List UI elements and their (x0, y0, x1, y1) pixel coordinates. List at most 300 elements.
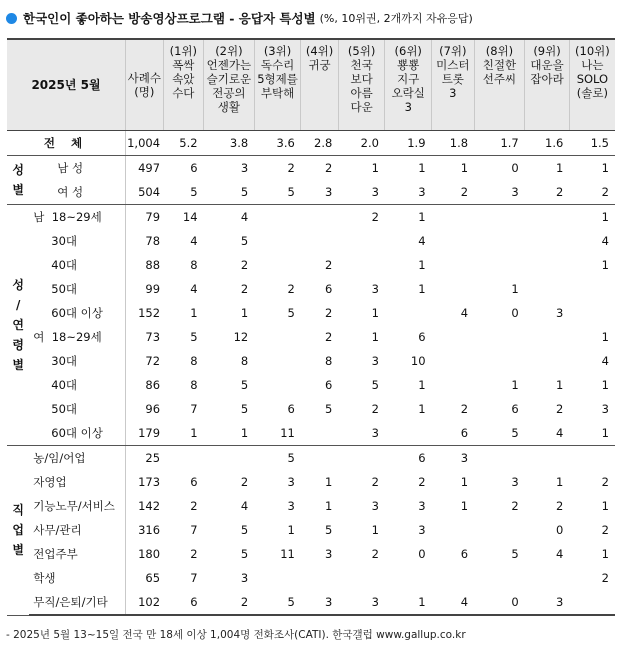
row-value: 5 (474, 421, 525, 446)
program-header-4 (301, 39, 338, 131)
row-value: 4 (601, 354, 609, 368)
row-sample-size: 73 (126, 325, 163, 349)
program-name-line: 3 (449, 86, 457, 100)
program-name-line: 속았 (172, 72, 195, 86)
program-header-6 (385, 39, 432, 131)
program-name-line: 전공의 (212, 86, 246, 100)
row-value (338, 566, 385, 590)
row-label: 60대 이상 (29, 421, 125, 446)
table-row (7, 277, 615, 301)
row-value: 2 (569, 180, 615, 205)
row-label: 50대 (51, 402, 78, 416)
row-value (338, 229, 385, 253)
row-value: 1 (371, 523, 379, 537)
row-value: 11 (254, 421, 301, 446)
row-value: 5 (240, 402, 249, 416)
program-header-9 (525, 39, 570, 131)
row-sample-size: 152 (126, 301, 163, 325)
row-label: 40대 (51, 378, 78, 392)
row-value: 2 (287, 161, 295, 175)
row-value: 3 (460, 451, 469, 465)
group-label-char: 연 (12, 318, 24, 332)
row-value: 1 (601, 161, 609, 175)
row-label: 40대 (51, 258, 78, 272)
footnote: - 2025년 5월 13~15일 전국 만 18세 이상 1,004명 전화조사(CATI). 한국갤럽 www.gallup.co.kr (6, 629, 466, 641)
row-label: 여 성 (29, 180, 125, 205)
row-value (432, 229, 475, 253)
row-value (432, 566, 475, 590)
row-value: 3 (418, 499, 426, 513)
table-row (7, 349, 615, 373)
row-value (569, 590, 615, 615)
row-value: 1 (240, 306, 249, 320)
row-sample-size: 78 (126, 229, 163, 253)
row-value: 2 (371, 402, 379, 416)
group-label-char: 업 (12, 523, 24, 538)
row-value: 6 (432, 421, 475, 446)
program-name-line: 지구 (397, 72, 420, 86)
row-value: 5 (240, 378, 249, 392)
row-value: 2 (190, 499, 198, 513)
row-value: 1 (569, 421, 615, 446)
row-value: 1 (601, 330, 609, 344)
row-sample-size: 497 (126, 156, 163, 181)
period-header: 2025년 5월 (7, 39, 126, 131)
row-value: 5 (190, 330, 198, 344)
row-value: 1 (324, 499, 333, 513)
row-value (254, 566, 301, 590)
row-value: 10 (410, 354, 426, 368)
program-name-line: 슬기로운 (206, 72, 252, 86)
program-name-line: 언젠가는 (206, 58, 252, 72)
row-value: 5 (240, 234, 249, 248)
row-value: 2 (324, 306, 333, 320)
row-value: 3 (511, 475, 519, 489)
group-label (7, 156, 29, 205)
row-value: 3 (525, 590, 570, 615)
row-value: 1 (287, 523, 295, 537)
row-value: 1 (460, 475, 469, 489)
program-name-line: 독수리 (260, 58, 295, 72)
row-value: 2 (511, 499, 519, 513)
program-name-line: 천국 (350, 58, 373, 72)
program-rank: (6위) (394, 44, 422, 58)
row-value: 2 (240, 258, 249, 272)
row-value (338, 446, 385, 471)
row-value: 4 (460, 306, 469, 320)
row-value: 1 (460, 499, 469, 513)
row-value (525, 325, 570, 349)
row-label: 사무/관리 (33, 523, 82, 537)
row-value (301, 421, 338, 446)
row-label: 농/임/어업 (33, 451, 86, 465)
row-value (525, 446, 570, 471)
row-value: 4 (190, 234, 198, 248)
row-value (474, 325, 525, 349)
program-name-line: 미스터 (436, 58, 470, 72)
row-value: 6 (511, 402, 519, 416)
row-value: 2 (525, 180, 570, 205)
program-rank: (8위) (485, 44, 514, 58)
row-value: 1 (601, 547, 609, 561)
row-value: 3 (240, 161, 249, 175)
row-value: 2 (324, 161, 333, 175)
program-name-line: 수다 (172, 86, 195, 100)
program-name-line: 보다 (350, 72, 373, 86)
group-label (7, 205, 29, 446)
row-value (432, 373, 475, 397)
row-value: 0 (511, 306, 519, 320)
group-label-char: 별 (12, 183, 24, 197)
page-title (6, 6, 473, 30)
program-name-line: 선주씨 (482, 72, 517, 86)
row-label: 50대 (51, 282, 78, 296)
row-value: 3 (338, 180, 385, 205)
row-value: 5 (324, 523, 333, 537)
row-sample-size: 96 (126, 397, 163, 421)
row-value: 4 (240, 499, 249, 513)
program-name-line: 친절한 (482, 58, 517, 72)
program-name-line: 5형제를 (257, 72, 298, 86)
row-value (204, 446, 255, 471)
table-row (7, 566, 615, 590)
header-row (7, 39, 615, 131)
row-value: 2 (418, 475, 426, 489)
row-value (301, 446, 338, 471)
row-value: 6 (190, 161, 198, 175)
sample-label-2: (명) (134, 85, 155, 99)
program-rank: (5위) (347, 44, 376, 58)
row-value: 1 (460, 161, 469, 175)
total-row (7, 131, 615, 156)
row-label: 30대 (51, 354, 78, 368)
program-name-line: 부탁해 (260, 86, 295, 100)
row-value: 8 (190, 258, 198, 272)
row-value (474, 229, 525, 253)
row-sample-size: 173 (126, 470, 163, 494)
row-value (254, 253, 301, 277)
row-value: 0 (474, 590, 525, 615)
row-value: 1 (371, 306, 379, 320)
row-value (525, 253, 570, 277)
row-value: 1 (371, 330, 379, 344)
row-value: 8 (190, 354, 198, 368)
row-value: 1 (204, 421, 255, 446)
row-value: 3 (371, 499, 379, 513)
program-rank: (2위) (215, 44, 243, 58)
row-value: 2 (371, 547, 379, 561)
row-value: 2 (204, 590, 255, 615)
program-name-line: 3 (404, 100, 412, 114)
row-value (474, 446, 525, 471)
row-value: 3 (474, 180, 525, 205)
group-label-char: / (15, 298, 21, 312)
row-value (338, 253, 385, 277)
row-value (525, 229, 570, 253)
row-value (525, 277, 570, 301)
row-value: 1 (601, 258, 609, 272)
row-value: 4 (418, 234, 426, 248)
program-header-5 (338, 39, 385, 131)
row-value: 3 (371, 354, 379, 368)
total-label: 전 체 (7, 131, 126, 156)
row-value (385, 301, 432, 325)
row-value: 8 (324, 354, 333, 368)
row-label: 학생 (33, 571, 56, 585)
total-sample-size: 1,004 (126, 131, 163, 156)
table-row (7, 156, 615, 181)
row-value: 2 (240, 282, 249, 296)
row-value: 6 (418, 330, 426, 344)
program-name-line: 귀궁 (308, 58, 331, 72)
row-value: 4 (432, 590, 475, 615)
row-value: 0 (555, 523, 564, 537)
row-value: 2 (324, 330, 333, 344)
row-value (569, 301, 615, 325)
row-value (474, 205, 525, 230)
row-value: 14 (182, 210, 198, 224)
row-value: 5 (324, 402, 333, 416)
row-value: 4 (601, 234, 609, 248)
row-value: 4 (190, 282, 198, 296)
row-value: 1 (511, 378, 519, 392)
program-name-line: 나는 (581, 58, 604, 72)
row-value (432, 349, 475, 373)
row-value (254, 325, 301, 349)
row-value: 2 (432, 180, 475, 205)
row-value: 1 (555, 475, 564, 489)
row-value (432, 518, 475, 542)
row-value: 1 (324, 475, 333, 489)
total-value: 1.9 (385, 131, 432, 156)
total-value: 1.7 (474, 131, 525, 156)
program-name-line: 생활 (217, 100, 240, 114)
row-value: 8 (240, 354, 249, 368)
row-value: 2 (190, 547, 198, 561)
row-value: 5 (204, 180, 255, 205)
row-sample-size: 99 (126, 277, 163, 301)
row-value: 1 (385, 590, 432, 615)
row-value: 3 (287, 499, 295, 513)
row-value: 3 (385, 180, 432, 205)
program-rank: (4위) (305, 44, 334, 58)
row-value: 2 (324, 258, 333, 272)
row-value: 1 (418, 282, 426, 296)
table-row (7, 518, 615, 542)
row-value (525, 349, 570, 373)
group-label-char: 령 (12, 338, 24, 352)
group-label-char: 별 (12, 358, 24, 372)
table-row (7, 205, 615, 230)
row-value: 4 (525, 421, 570, 446)
row-sample-size: 180 (126, 542, 163, 566)
table-row (7, 397, 615, 421)
row-value: 1 (418, 258, 426, 272)
row-value: 5 (287, 306, 295, 320)
total-value: 3.6 (254, 131, 301, 156)
row-value: 1 (601, 499, 609, 513)
row-value: 2 (601, 571, 609, 585)
row-value (254, 205, 301, 230)
row-value: 5 (240, 547, 249, 561)
row-value (474, 349, 525, 373)
row-value: 3 (287, 475, 295, 489)
row-sample-size: 72 (126, 349, 163, 373)
row-value (474, 566, 525, 590)
row-value (432, 205, 475, 230)
row-value (301, 205, 338, 230)
row-value: 3 (601, 402, 609, 416)
group-label-char: 성 (12, 278, 24, 292)
row-value: 2 (601, 523, 609, 537)
row-value: 3 (338, 421, 385, 446)
row-value (432, 277, 475, 301)
program-name-line: 아름 (350, 86, 373, 100)
table-row (7, 373, 615, 397)
row-label: 무직/은퇴/기타 (29, 590, 125, 615)
row-sample-size: 25 (126, 446, 163, 471)
row-value: 3 (418, 523, 426, 537)
row-value (385, 566, 432, 590)
row-label: 남 18~29세 (33, 210, 102, 224)
table-row (7, 542, 615, 566)
row-label: 30대 (51, 234, 78, 248)
row-value (525, 566, 570, 590)
row-label: 60대 이상 (51, 306, 103, 320)
row-value: 0 (511, 161, 519, 175)
row-sample-size: 86 (126, 373, 163, 397)
program-name-line: 대운을 (530, 58, 564, 72)
row-value: 4 (240, 210, 249, 224)
row-value: 3 (240, 571, 249, 585)
row-value: 6 (418, 451, 426, 465)
program-name-line: 잡아라 (530, 72, 564, 86)
row-value (474, 518, 525, 542)
row-value: 1 (418, 402, 426, 416)
row-value (525, 205, 570, 230)
row-value (432, 325, 475, 349)
row-value: 7 (190, 523, 198, 537)
row-value (163, 446, 204, 471)
row-sample-size: 142 (126, 494, 163, 518)
row-sample-size: 504 (126, 180, 163, 205)
table-row (7, 253, 615, 277)
row-value: 5 (254, 180, 301, 205)
row-value: 1 (555, 378, 564, 392)
row-value: 1 (418, 378, 426, 392)
row-label: 자영업 (33, 475, 67, 489)
program-name-line: 트롯 (441, 72, 464, 86)
row-value: 2 (555, 402, 564, 416)
program-rank: (10위) (575, 44, 610, 58)
row-value: 6 (163, 590, 204, 615)
row-sample-size: 179 (126, 421, 163, 446)
row-value: 1 (511, 282, 519, 296)
table-row (7, 590, 615, 615)
row-value: 1 (418, 161, 426, 175)
program-header-7 (432, 39, 475, 131)
row-value: 6 (287, 402, 295, 416)
row-value: 2 (240, 475, 249, 489)
row-value: 2 (371, 210, 379, 224)
group-label-char: 직 (12, 503, 24, 518)
row-value: 5 (163, 180, 204, 205)
row-value: 5 (240, 523, 249, 537)
table-row (7, 446, 615, 471)
program-header-8 (474, 39, 525, 131)
program-header-2 (204, 39, 255, 131)
table-row (7, 301, 615, 325)
row-value: 1 (601, 378, 609, 392)
program-name-line: 뿅뿅 (397, 58, 420, 72)
row-value: 2 (287, 282, 295, 296)
row-value: 5 (371, 378, 379, 392)
row-value (301, 566, 338, 590)
title-sub: (%, 10위권, 2개까지 자유응답) (319, 12, 473, 25)
row-value (254, 349, 301, 373)
total-value: 1.8 (432, 131, 475, 156)
sample-label-1: 사례수 (127, 71, 161, 85)
total-value: 5.2 (163, 131, 204, 156)
row-value (301, 229, 338, 253)
group-label-char: 별 (12, 543, 24, 558)
table-row (7, 421, 615, 446)
program-rank: (1위) (169, 44, 197, 58)
program-rank: (7위) (439, 44, 467, 58)
row-label: 남 성 (57, 161, 84, 175)
row-value: 6 (324, 378, 333, 392)
row-value: 4 (555, 547, 564, 561)
table-row (7, 180, 615, 205)
row-value: 3 (555, 306, 564, 320)
total-value: 1.5 (569, 131, 615, 156)
row-value: 5 (287, 451, 295, 465)
program-header-3 (254, 39, 301, 131)
group-label (7, 446, 29, 616)
program-name-line: 오락실 (391, 86, 425, 100)
row-value (432, 253, 475, 277)
group-label-char: 성 (12, 163, 24, 177)
program-name-line: 폭싹 (172, 58, 195, 72)
program-name-line: (솔로) (576, 86, 608, 100)
row-value: 2 (371, 475, 379, 489)
program-rank: (3위) (263, 44, 292, 58)
row-value: 2 (601, 475, 609, 489)
row-value: 12 (233, 330, 249, 344)
bullet-dot-icon (6, 13, 17, 24)
sample-size-header (126, 39, 163, 131)
row-sample-size: 102 (126, 590, 163, 615)
row-label: 전업주부 (33, 547, 78, 561)
row-value (474, 253, 525, 277)
row-value (569, 277, 615, 301)
row-value (254, 373, 301, 397)
row-label: 여 18~29세 (33, 330, 102, 344)
row-value (385, 421, 432, 446)
row-value: 2 (555, 499, 564, 513)
total-value: 2.8 (301, 131, 338, 156)
program-name-line: 다운 (350, 100, 373, 114)
total-value: 2.0 (338, 131, 385, 156)
row-value (569, 446, 615, 471)
program-name-line: SOLO (576, 72, 609, 86)
row-value: 5 (254, 590, 301, 615)
row-value: 3 (371, 282, 379, 296)
row-sample-size: 79 (126, 205, 163, 230)
row-sample-size: 65 (126, 566, 163, 590)
row-value: 2 (460, 402, 469, 416)
row-value: 1 (371, 161, 379, 175)
